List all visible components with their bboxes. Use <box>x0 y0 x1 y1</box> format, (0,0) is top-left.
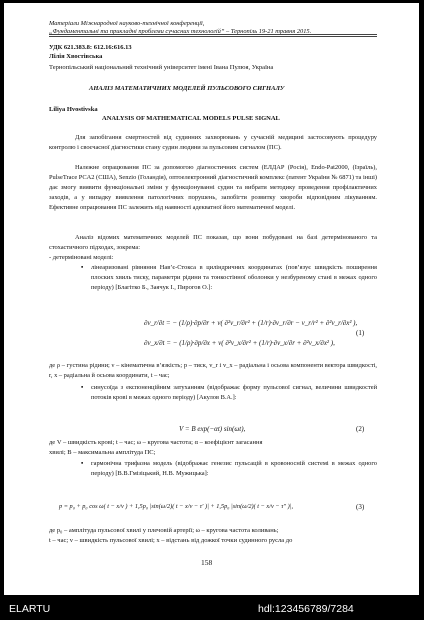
running-header-line1: Матеріали Міжнародної науково-технічної конференції, <box>49 20 205 27</box>
equation-3: p = p₀ + p₀ cos ω( t − x/v ) + 1,5p₀ |sin(ω/2)( t − x/v − τ′ )| + 1,5p₀ |sin(ω/2)( t − x/v − τ″ )|, <box>59 503 294 510</box>
equation-2: V = B exp(−αt) sin(ωt), <box>179 425 246 433</box>
page-number: 158 <box>201 558 213 567</box>
author-ua: Лілія Хвостівська <box>49 53 103 60</box>
author-en: Liliya Hvostivska <box>49 106 98 113</box>
bullet-harmonic: гармонічна трифазна модель (відображає генезис пульсацій в кровоносній системі в межах одного періоду) [В.В.Гмізіцький, Н.В. Мужицька]: <box>91 460 377 477</box>
bullet-marker: ▪ <box>81 264 84 271</box>
where-clause-3a: де p₀ – амплітуда пульсової хвилі у плечовій артерії; ω – кругова частота коливань; <box>49 527 279 534</box>
footer-repository-name: ELARTU <box>9 603 51 615</box>
udc-code: УДК 621.383.8: 612.16:616.13 <box>49 44 132 51</box>
document-page <box>4 3 419 595</box>
title-en: ANALYSIS OF MATHEMATICAL MODELS PULSE SIGNAL <box>102 115 280 122</box>
where-clause-2a: де V – швидкість крові; t – час; ω – кругова частота; α – коефіцієнт загасання <box>49 439 263 446</box>
equation-1a: ∂v_r/∂t = − (1/ρ)·∂p/∂r + ν( ∂²v_r/∂r² + (1/r)·∂v_r/∂r − v_r/r² + ∂²v_r/∂x² ), <box>144 319 358 327</box>
paragraph-systems: Належне опрацювання ПС за допомогою діагностичних систем (ЕЛДАР (Росія), Endo-Pat2000, (Ізраїль), PulseTrace PCA2 (США), Senzio (Голандія), оптоелектронний діагностичний комплекс (патент України № 6871) та інші) дає змогу виявити функціональні зміни у функціонуванні судин та вибрати методику проведення профілактичних заходів, а у випадку виявлення патологічних порушень, запобігти розвитку хвороби відповідним лікуванням. Ефективне опрацювання ПС залежить від наявності адекватної його математичної моделі. <box>49 164 377 211</box>
equation-1-number: (1) <box>356 329 365 337</box>
affiliation: Тернопільський національний технічний університет імені Івана Пулюя, Україна <box>49 64 274 71</box>
where-clause-1: де ρ – густина рідини; ν – кінематична в’язкість; p – тиск, v_r і v_x – радіальна і осьова компоненти вектора швидкості, r, x – радіальна й осьова координати, t – час; <box>49 362 377 379</box>
where-clause-2b: хвилі; B – максимальна амплітуда ПС; <box>49 449 156 456</box>
footer-handle[interactable]: hdl:123456789/7284 <box>258 603 354 615</box>
equation-2-number: (2) <box>356 425 365 433</box>
running-header-line2: „Фундаментальні та прикладні проблеми сучасних технологій” – Тернопіль 19-21 травня 2015. <box>49 28 312 35</box>
equation-1b: ∂v_x/∂t = − (1/ρ)·∂p/∂x + ν( ∂²v_x/∂r² + (1/r)·∂v_x/∂r + ∂²v_x/∂x² ), <box>144 339 335 347</box>
title-ua: АНАЛІЗ МАТЕМАТИЧНИХ МОДЕЛЕЙ ПУЛЬСОВОГО СИГНАЛУ <box>89 85 285 92</box>
paragraph-intro: Для запобігання смертностей від судинних захворювань у сучасній медицині застосовують процедуру контролю і своєчасної діагностики стану судин людини за пульсовим сигналом (ПС). <box>49 134 377 151</box>
where-clause-3b: t – час; v – швидкість пульсової хвилі; x – відстань від дожкої точки судинного русла до <box>49 537 293 544</box>
header-rule <box>49 34 377 35</box>
bullet-navier-stokes: лінеаризовані рівняння Нав’є-Стокса в циліндричних координатах (пов’язує швидкість поширення плоских хвиль тиску, параметри рідини та тонкостінної оболонки у незбуреному стані в межах одного періоду) [Благітко Б., Заячук І., Пирогов О.]: <box>91 264 377 291</box>
header-rule-thin <box>49 36 377 37</box>
bullet-marker: ▪ <box>81 384 84 391</box>
list-heading: - детерміновані моделі: <box>49 254 114 261</box>
bullet-sinusoid: синусоїда з експоненційним затуханням (відображає форму пульсової сигнал, величини швидкостей потоків крові в межах одного періоду) [Акулов В.А.]: <box>91 384 377 401</box>
paragraph-models: Аналіз відомих математичних моделей ПС показав, що вони побудовані на базі детермінованого та стохастичного підходах, зокрема: <box>49 234 377 251</box>
bullet-marker: ▪ <box>81 460 84 467</box>
equation-3-number: (3) <box>356 503 365 511</box>
